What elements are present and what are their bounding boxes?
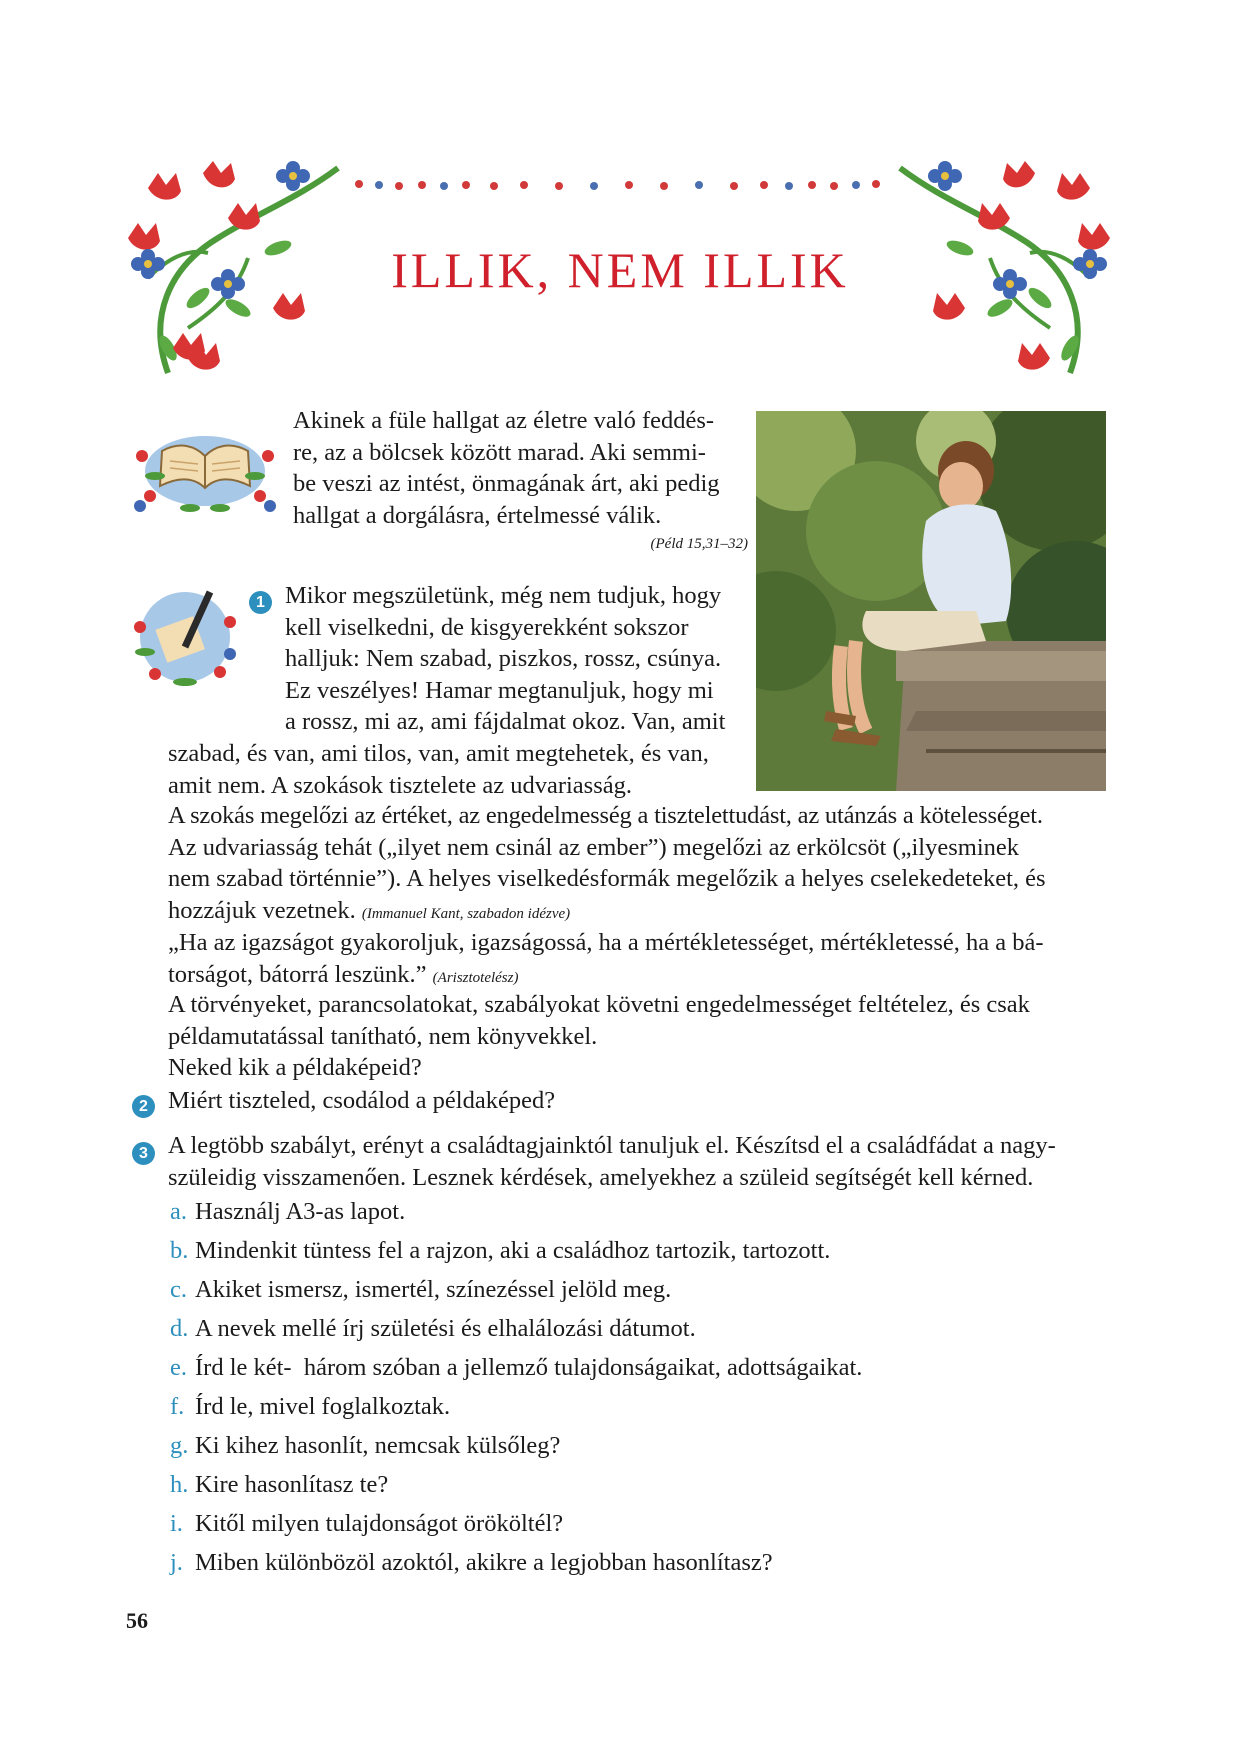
list-text: Használj A3-as lapot. xyxy=(195,1198,406,1225)
task-number-2: 2 xyxy=(132,1095,155,1118)
rules-line: A törvényeket, parancsolatokat, szabályokat követni engedelmességet feltételez, és csak xyxy=(168,991,1030,1018)
list-item xyxy=(170,1469,862,1508)
list-item xyxy=(170,1508,862,1547)
list-item xyxy=(170,1313,862,1352)
task1-line: halljuk: Nem szabad, piszkos, rossz, csúnya. xyxy=(285,645,722,672)
list-letter: j. xyxy=(170,1549,183,1576)
list-text: Kitől milyen tulajdonságot örököltél? xyxy=(195,1510,564,1537)
kant-line: nem szabad történnie”). A helyes viselkedésformák megelőzik a helyes cselekedeteket, és xyxy=(168,865,1046,892)
task2-text: Miért tiszteled, csodálod a példaképed? xyxy=(168,1087,556,1114)
list-text: Írd le, mivel foglalkoztak. xyxy=(195,1393,451,1420)
role-model-question: Neked kik a példaképeid? xyxy=(168,1054,422,1081)
aristotle-source: (Arisztotelész) xyxy=(432,969,519,986)
list-letter: g. xyxy=(170,1432,189,1459)
list-letter: a. xyxy=(170,1198,187,1225)
task3-list xyxy=(170,1196,862,1586)
quote-line: re, az a bölcsek között marad. Aki semmi- xyxy=(293,438,706,466)
task3-text xyxy=(168,1130,1108,1193)
bible-quote xyxy=(293,405,748,554)
list-text: Mindenkit tüntess fel a rajzon, aki a családhoz tartozik, tartozott. xyxy=(195,1237,831,1264)
list-item xyxy=(170,1352,862,1391)
list-item xyxy=(170,1391,862,1430)
list-text: Kire hasonlítasz te? xyxy=(195,1471,389,1498)
task1-text-wide xyxy=(168,738,748,801)
task1-line: Mikor megszületünk, még nem tudjuk, hogy xyxy=(285,582,722,609)
task3-line: szüleidig visszamenően. Lesznek kérdések, amelyekhez a szüleid segítségét kell kérned. xyxy=(168,1163,1034,1191)
list-letter: h. xyxy=(170,1471,189,1498)
list-item xyxy=(170,1274,862,1313)
task1-text xyxy=(285,580,747,738)
task1-line: szabad, és van, ami tilos, van, amit megtehetek, és van, xyxy=(168,740,709,767)
rules-paragraph xyxy=(168,989,1108,1084)
list-letter: i. xyxy=(170,1510,183,1537)
writing-icon xyxy=(130,582,240,687)
list-letter: b. xyxy=(170,1237,189,1264)
list-item xyxy=(170,1196,862,1235)
kant-line: Az udvariasság tehát („ilyet nem csinál az ember”) megelőzi az erkölcsöt („ilyesminek xyxy=(168,833,1020,861)
list-item xyxy=(170,1235,862,1274)
list-text: Ki kihez hasonlít, nemcsak külsőleg? xyxy=(195,1432,561,1459)
task1-line: a rossz, mi az, ami fájdalmat okoz. Van, amit xyxy=(285,708,726,735)
quote-line: hallgat a dorgálásra, értelmessé válik. xyxy=(293,501,662,529)
page-title: ILLIK, NEM ILLIK xyxy=(391,242,849,298)
list-text: Miben különbözöl azoktól, akikre a legjobban hasonlítasz? xyxy=(195,1549,773,1576)
open-book-icon xyxy=(130,416,280,516)
quote-line: be veszi az intést, önmagának árt, aki pedig xyxy=(293,470,720,497)
list-item xyxy=(170,1430,862,1469)
kant-line: hozzájuk vezetnek. xyxy=(168,896,356,924)
list-letter: c. xyxy=(170,1276,187,1303)
task3-line: A legtöbb szabályt, erényt a családtagjainktól tanuljuk el. Készítsd el a családfádat a nagy- xyxy=(168,1132,1056,1159)
page-number: 56 xyxy=(126,1608,148,1633)
task-number-3: 3 xyxy=(132,1142,155,1165)
quote-line: Akinek a füle hallgat az életre való feddés- xyxy=(293,407,715,434)
kant-line: A szokás megelőzi az értéket, az engedelmesség a tisztelettudást, az utánzás a kötelességet. xyxy=(168,802,1043,829)
rules-line: példamutatással tanítható, nem könyvekkel. xyxy=(168,1022,598,1050)
aristotle-quote xyxy=(168,927,1108,994)
task-number-1: 1 xyxy=(249,591,272,614)
list-text: A nevek mellé írj születési és elhalálozási dátumot. xyxy=(195,1315,696,1342)
list-item xyxy=(170,1547,862,1586)
boy-on-stone-wall-photo xyxy=(756,411,1106,791)
list-letter: d. xyxy=(170,1315,189,1342)
aristotle-line: „Ha az igazságot gyakoroljuk, igazságossá, ha a mértékletességet, mértékletessé, ha a bá- xyxy=(168,929,1044,956)
list-text: Akiket ismersz, ismertél, színezéssel jelöld meg. xyxy=(195,1276,672,1303)
quote-source: (Péld 15,31–32) xyxy=(650,536,748,552)
task1-line: kell viselkedni, de kisgyerekként sokszor xyxy=(285,613,689,641)
list-text: Írd le két- három szóban a jellemző tulajdonságaikat, adottságaikat. xyxy=(195,1354,863,1381)
task1-line: Ez veszélyes! Hamar megtanuljuk, hogy mi xyxy=(285,676,714,704)
aristotle-line: torságot, bátorrá leszünk.” xyxy=(168,960,427,988)
kant-source: (Immanuel Kant, szabadon idézve) xyxy=(361,905,571,922)
kant-quote xyxy=(168,800,1108,930)
task1-line: amit nem. A szokások tisztelete az udvariasság. xyxy=(168,771,633,799)
list-letter: e. xyxy=(170,1354,187,1381)
list-letter: f. xyxy=(170,1393,185,1420)
